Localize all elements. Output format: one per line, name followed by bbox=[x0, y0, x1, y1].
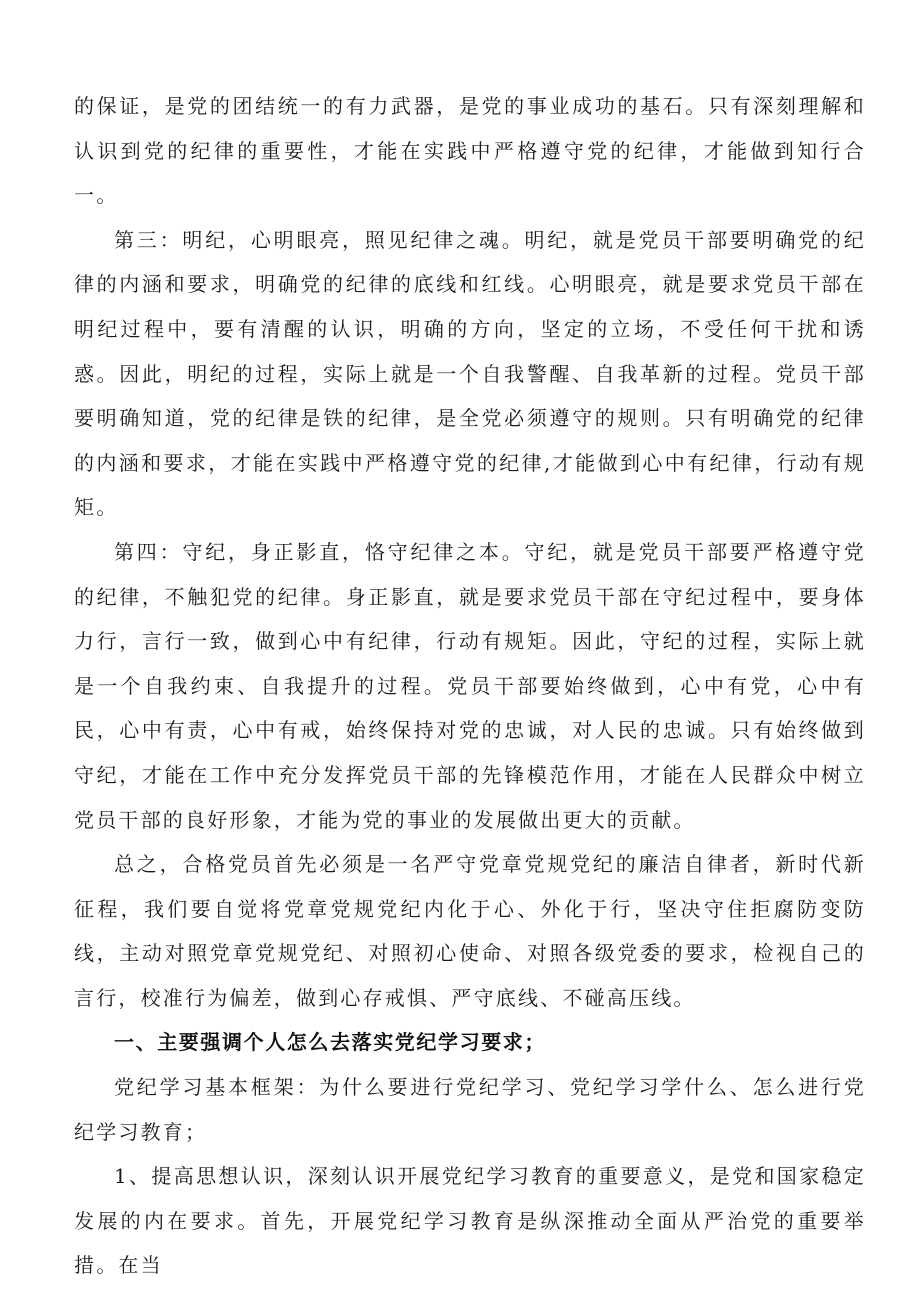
paragraph-framework: 党纪学习基本框架：为什么要进行党纪学习、党纪学习学什么、怎么进行党纪学习教育； bbox=[74, 1075, 866, 1144]
document-body bbox=[74, 84, 866, 1288]
paragraph-mingji: 第三：明纪，心明眼亮，照见纪律之魂。明纪，就是党员干部要明确党的纪律的内涵和要求，明确党的纪律的底线和红线。心明眼亮，就是要求党员干部在明纪过程中，要有清醒的认识，明确的方向，坚定的立场，不受任何干扰和诱惑。因此，明纪的过程，实际上就是一个自我警醒、自我革新的过程。党员干部要明确知道，党的纪律是铁的纪律，是全党必须遵守的规则。只有明确党的纪律的内涵和要求，才能在实践中严格遵守党的纪律,才能做到心中有纪律，行动有规矩。 bbox=[74, 227, 866, 520]
paragraph-conclusion: 总之，合格党员首先必须是一名严守党章党规党纪的廉洁自律者，新时代新征程，我们要自觉将党章党规党纪内化于心、外化于行，坚决守住拒腐防变防线，主动对照党章党规党纪、对照初心使命、对照各级党委的要求，检视自己的言行，校准行为偏差，做到心存戒惧、严守底线、不碰高压线。 bbox=[74, 852, 866, 1010]
paragraph-point-1: 1、提高思想认识，深刻认识开展党纪学习教育的重要意义，是党和国家稳定发展的内在要求。首先，开展党纪学习教育是纵深推动全面从严治党的重要举措。在当 bbox=[74, 1164, 866, 1278]
paragraph-shouji: 第四：守纪，身正影直，恪守纪律之本。守纪，就是党员干部要严格遵守党的纪律，不触犯党的纪律。身正影直，就是要求党员干部在守纪过程中，要身体力行，言行一致，做到心中有纪律，行动有规矩。因此，守纪的过程，实际上就是一个自我约束、自我提升的过程。党员干部要始终做到，心中有党，心中有民，心中有责，心中有戒，始终保持对党的忠诚，对人民的忠诚。只有始终做到守纪，才能在工作中充分发挥党员干部的先锋模范作用，才能在人民群众中树立党员干部的良好形象，才能为党的事业的发展做出更大的贡献。 bbox=[74, 539, 866, 832]
section-heading: 一、主要强调个人怎么去落实党纪学习要求； bbox=[114, 1030, 546, 1055]
paragraph-continued: 的保证，是党的团结统一的有力武器，是党的事业成功的基石。只有深刻理解和认识到党的纪律的重要性，才能在实践中严格遵守党的纪律，才能做到知行合一。 bbox=[74, 94, 866, 208]
